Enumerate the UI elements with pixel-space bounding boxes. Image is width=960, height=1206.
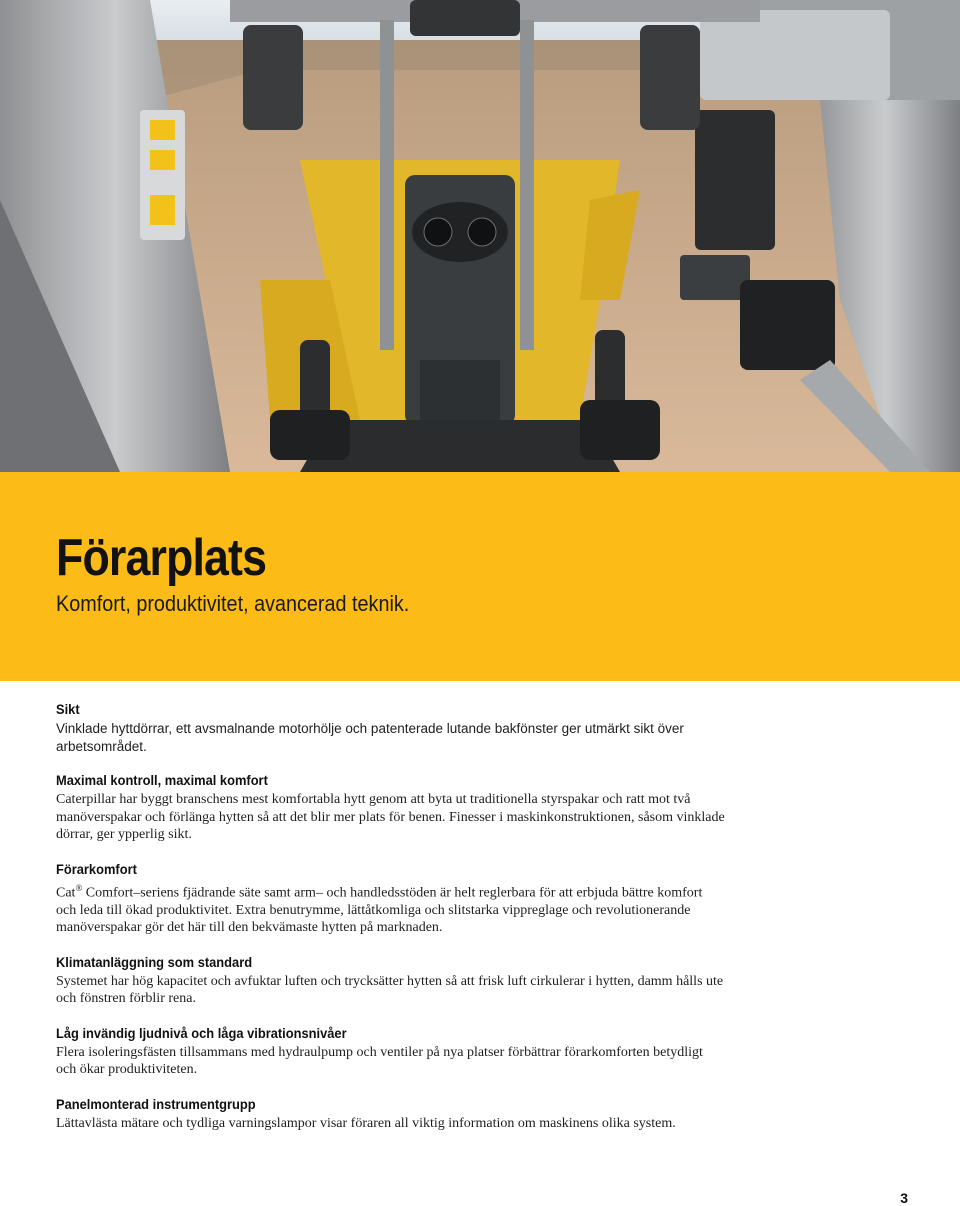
section-body: Vinklade hyttdörrar, ett avsmalnande motorhölje och patenterade lutande bakfönster ger utmärkt sikt över arbetsområdet.: [56, 721, 684, 754]
page-number: 3: [900, 1190, 908, 1206]
page-subtitle: Komfort, produktivitet, avancerad teknik.: [56, 591, 410, 616]
section-klimatanlaggning: [56, 953, 726, 1008]
brand-cat: Cat: [56, 885, 76, 901]
section-instrumentgrupp: [56, 1095, 726, 1133]
section-heading: Panelmonterad instrumentgrupp: [56, 1095, 256, 1112]
section-heading: Sikt: [56, 701, 80, 717]
section-body: Flera isoleringsfästen tillsammans med hydraulpump och ventiler på nya platser förbättrar förarkomforten betydligt och ökar produktiviteten.: [56, 1044, 703, 1078]
section-heading: Förarkomfort: [56, 860, 137, 877]
registered-mark: ®: [75, 882, 83, 893]
section-heading: Klimatanläggning som standard: [56, 953, 253, 970]
cab-photo-illustration: [0, 0, 960, 472]
section-heading: Låg invändig ljudnivå och låga vibrationsnivåer: [56, 1024, 347, 1041]
section-body: Systemet har hög kapacitet och avfuktar luften och trycksätter hytten så att frisk luft cirkulerar i hytten, damm hålls ute och fönstren förblir rena.: [56, 973, 724, 1007]
page-title: Förarplats: [56, 529, 267, 587]
section-forarkomfort: [56, 860, 726, 937]
section-body: Lättavlästa mätare och tydliga varningslampor visar föraren all viktig information om maskinens olika system.: [56, 1115, 676, 1131]
section-body: Caterpillar har byggt branschens mest komfortabla hytt genom att byta ut traditionella styrspakar och ratt mot två manöverspakar och förlänga hytten så att det blir mer plats för benen. Finesser i maskinkonstruktionen, såsom vinklade dörrar, ger ypperlig sikt.: [56, 792, 725, 842]
section-maximal-kontroll: [56, 771, 726, 844]
section-ljudniva: [56, 1024, 726, 1079]
section-heading: Maximal kontroll, maximal komfort: [56, 772, 268, 788]
cab-interior-photo: [0, 0, 960, 472]
section-sikt: [56, 700, 726, 755]
section-body-text: Comfort–seriens fjädrande säte samt arm– och handledsstöden är helt reglerbara för att erbjuda bättre komfort och leda till ökad produktivitet. Extra benutrymme, lättåtkomliga och slitstarka vippreglage och revolutionerande manöverspakar gör det här till den bekvämaste hytten på marknaden.: [56, 885, 703, 936]
content-column: [56, 700, 726, 1148]
section-body: [56, 880, 726, 937]
